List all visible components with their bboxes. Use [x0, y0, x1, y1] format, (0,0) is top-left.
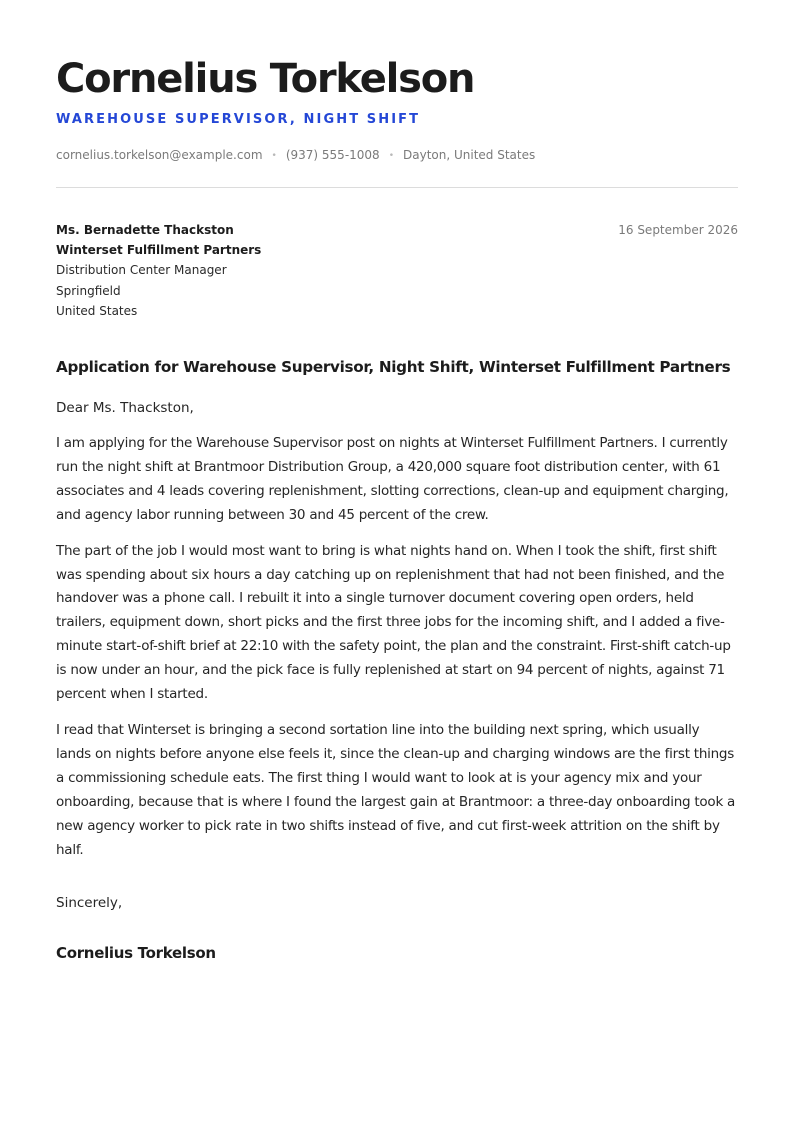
header-divider [56, 187, 738, 188]
recipient-title: Distribution Center Manager [56, 263, 227, 278]
recipient-block [56, 220, 261, 321]
contact-line [56, 147, 535, 165]
signature-name: Cornelius Torkelson [56, 944, 216, 962]
letter-date: 16 September 2026 [618, 223, 738, 237]
letter-subject: Application for Warehouse Supervisor, Night Shift, Winterset Fulfillment Partners [56, 358, 731, 376]
salutation: Dear Ms. Thackston, [56, 400, 194, 416]
recipient-country: United States [56, 303, 138, 318]
applicant-role: WAREHOUSE SUPERVISOR, NIGHT SHIFT [56, 112, 421, 127]
applicant-name: Cornelius Torkelson [56, 56, 475, 102]
contact-location: Dayton, United States [403, 148, 536, 162]
separator-dot-icon: • [271, 151, 277, 161]
recipient-name: Ms. Bernadette Thackston [56, 223, 234, 237]
contact-phone: (937) 555-1008 [285, 148, 380, 162]
separator-dot-icon: • [388, 151, 394, 161]
closing: Sincerely, [56, 895, 123, 911]
body-paragraph: The part of the job I would most want to bring is what nights hand on. When I took the shift, first shift was spending about six hours a day catching up on replenishment that had not been finished, and the handover was a phone call. I rebuilt it into a single turnover document covering open orders, held trailers, equipment down, short picks and the first three jobs for the incoming shift, and I added a five-minute start-of-shift brief at 22:10 with the safety point, the plan and the constraint. First-shift catch-up is now under an hour, and the pick face is fully replenished at start on 94 percent of nights, against 71 percent when I started. [56, 542, 731, 703]
recipient-city: Springfield [56, 283, 121, 298]
body-paragraph: I read that Winterset is bringing a second sortation line into the building next spring, which usually lands on nights before anyone else feels it, since the clean-up and charging windows are the first things a commissioning schedule eats. The first thing I would want to look at is your agency mix and your onboarding, because that is where I found the largest gain at Brantmoor: a three-day onboarding took a new agency worker to pick rate in two shifts instead of five, and cut first-week attrition on the shift by half. [56, 721, 736, 858]
letter-body [56, 432, 738, 874]
body-paragraph: I am applying for the Warehouse Supervisor post on nights at Winterset Fulfillment Partners. I currently run the night shift at Brantmoor Distribution Group, a 420,000 square foot distribution center, with 61 associates and 4 leads covering replenishment, slotting corrections, clean-up and equipment charging, and agency labor running between 30 and 45 percent of the crew. [56, 435, 729, 523]
contact-email: cornelius.torkelson@example.com [56, 148, 263, 162]
recipient-company: Winterset Fulfillment Partners [56, 243, 262, 258]
